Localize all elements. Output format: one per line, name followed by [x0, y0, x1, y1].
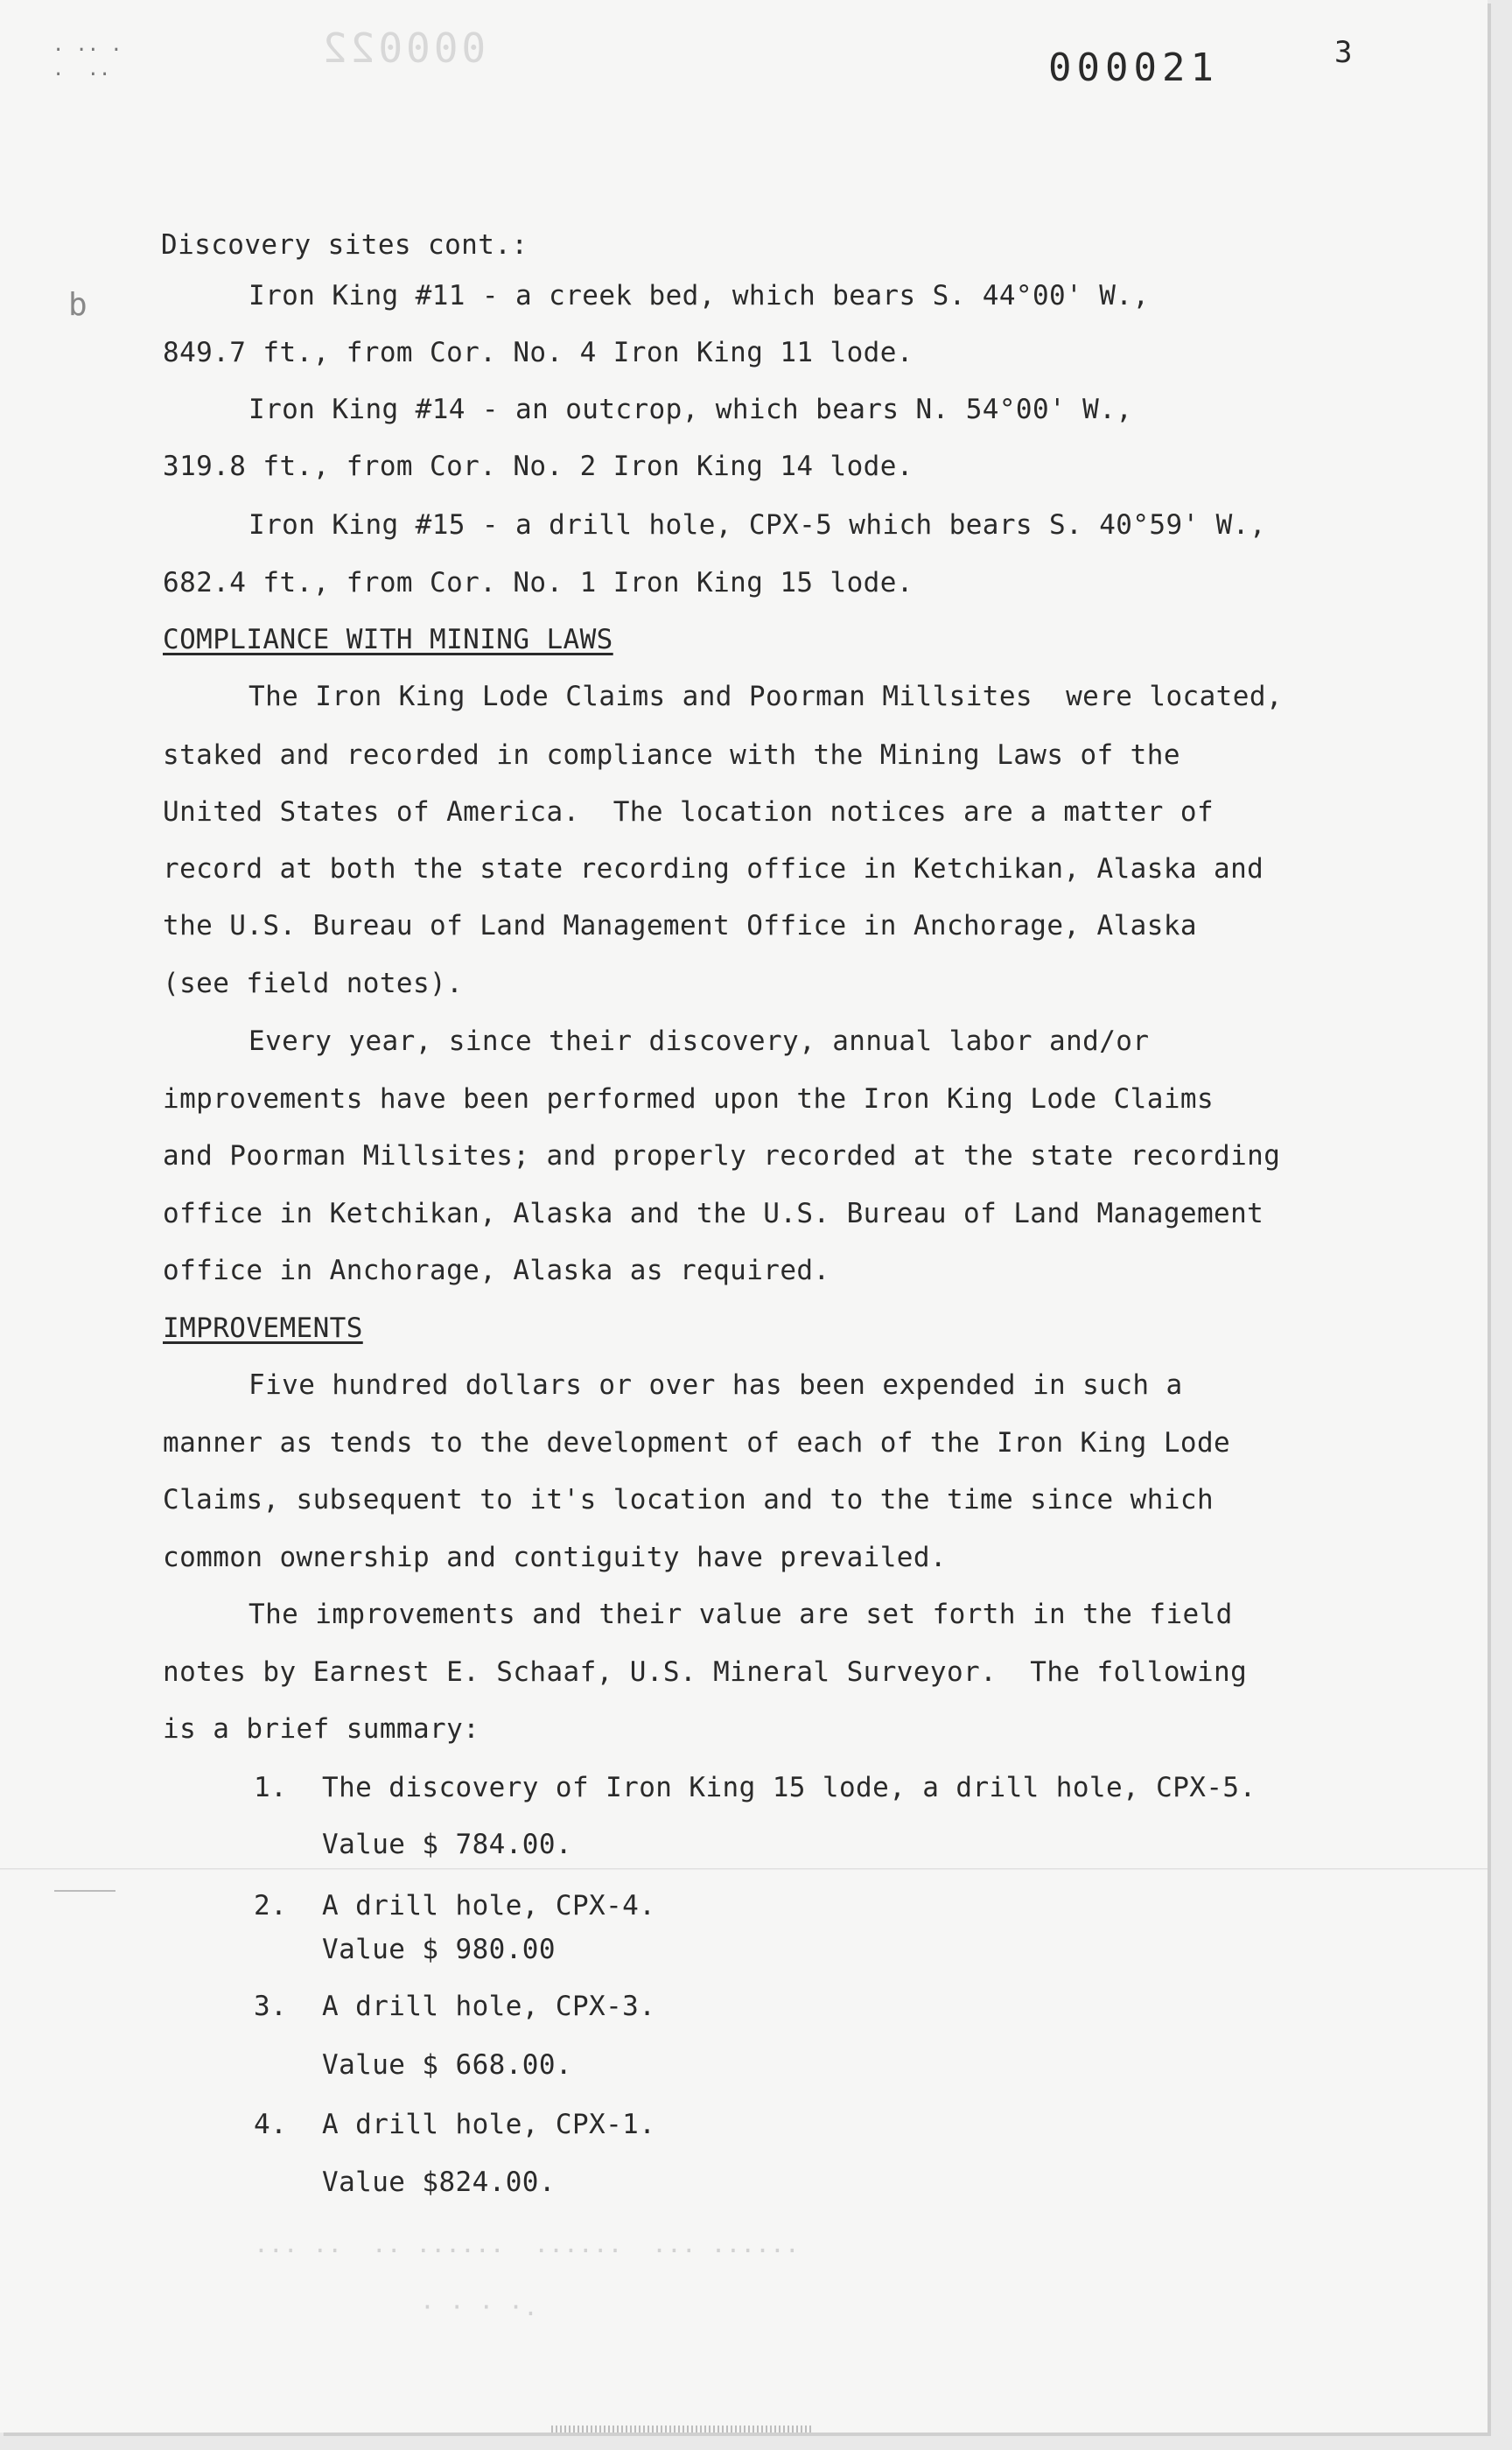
corner-marks: · ·· · · ·· — [52, 39, 122, 86]
text-line: 319.8 ft., from Cor. No. 2 Iron King 14 lode. — [163, 451, 914, 482]
text-line: office in Anchorage, Alaska as required. — [163, 1255, 830, 1286]
bleed-through-text: ... .. .. ...... ...... ... ...... — [254, 2230, 800, 2258]
text-line: the U.S. Bureau of Land Management Office in Anchorage, Alaska — [163, 910, 1197, 942]
text-line: notes by Earnest E. Schaaf, U.S. Mineral Surveyor. The following — [163, 1656, 1248, 1688]
list-number: 3. — [254, 1991, 288, 2022]
list-number: 2. — [254, 1890, 288, 1922]
text-line: (see field notes). — [163, 968, 464, 999]
text-line: office in Ketchikan, Alaska and the U.S. Bureau of Land Management — [163, 1198, 1264, 1229]
text-line: 682.4 ft., from Cor. No. 1 Iron King 15 lode. — [163, 567, 914, 598]
list-item-value: Value $ 668.00. — [322, 2049, 572, 2081]
list-item-text: The discovery of Iron King 15 lode, a drill hole, CPX-5. — [322, 1772, 1256, 1803]
text-line: common ownership and contiguity have prevailed. — [163, 1542, 947, 1573]
text-line: staked and recorded in compliance with the Mining Laws of the — [163, 739, 1180, 771]
text-line: improvements have been performed upon the Iron King Lode Claims — [163, 1083, 1214, 1115]
list-number: 1. — [254, 1772, 288, 1803]
text-line: Five hundred dollars or over has been expended in such a — [248, 1369, 1183, 1401]
section-heading-discovery: Discovery sites cont.: — [161, 229, 528, 261]
text-line: United States of America. The location notices are a matter of — [163, 796, 1214, 828]
text-line: Iron King #14 - an outcrop, which bears N. 54°00' W., — [248, 394, 1133, 425]
text-line: The improvements and their value are set forth in the field — [248, 1599, 1233, 1630]
page-number: 3 — [1334, 35, 1353, 70]
list-item-value: Value $ 980.00 — [322, 1934, 556, 1965]
list-item-value: Value $824.00. — [322, 2166, 556, 2198]
text-line: Iron King #11 - a creek bed, which bears S. 44°00' W., — [248, 280, 1150, 312]
list-number: 4. — [254, 2109, 288, 2140]
text-line: Iron King #15 - a drill hole, CPX-5 which bears S. 40°59' W., — [248, 509, 1266, 541]
section-heading-improvements: IMPROVEMENTS — [163, 1312, 363, 1344]
text-line: Claims, subsequent to it's location and to the time since which — [163, 1484, 1214, 1516]
text-line: and Poorman Millsites; and properly recorded at the state recording — [163, 1140, 1281, 1172]
document-number: 000021 — [1048, 46, 1219, 90]
list-item-text: A drill hole, CPX-1. — [322, 2109, 656, 2140]
text-line: manner as tends to the development of each of the Iron King Lode — [163, 1427, 1231, 1459]
text-line: The Iron King Lode Claims and Poorman Millsites were located, — [248, 681, 1283, 712]
text-line: 849.7 ft., from Cor. No. 4 Iron King 11 lode. — [163, 337, 914, 368]
margin-mark: b — [68, 287, 88, 323]
list-item-text: A drill hole, CPX-4. — [322, 1890, 656, 1922]
paper-fold-line — [0, 1868, 1488, 1870]
text-line: record at both the state recording office in Ketchikan, Alaska and — [163, 853, 1264, 885]
margin-smudge — [54, 1890, 116, 1892]
list-item-text: A drill hole, CPX-3. — [322, 1991, 656, 2022]
text-line: is a brief summary: — [163, 1713, 480, 1745]
scan-edge-marks — [551, 2426, 814, 2432]
text-line: Every year, since their discovery, annual labor and/or — [248, 1026, 1150, 1057]
bleed-through-text: · · · ·. — [420, 2292, 538, 2321]
section-heading-compliance: COMPLIANCE WITH MINING LAWS — [163, 624, 613, 655]
bleed-through-number: 000022 — [319, 24, 486, 72]
list-item-value: Value $ 784.00. — [322, 1829, 572, 1860]
